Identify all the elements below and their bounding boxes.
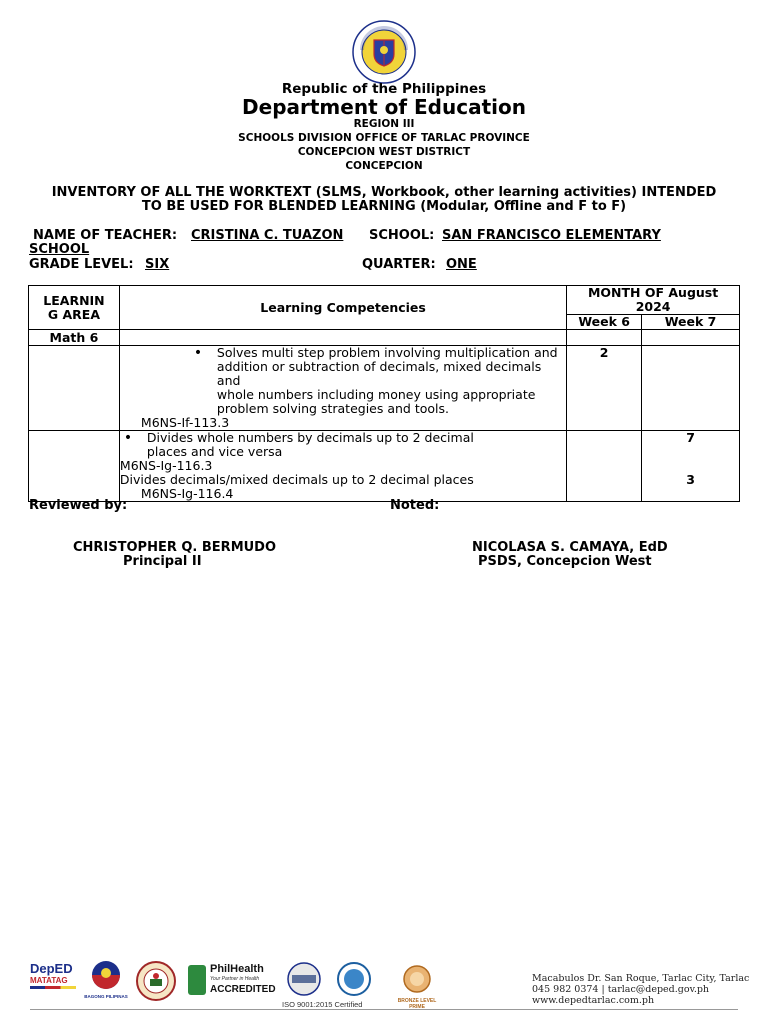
competency-code: M6NS-If-113.3 — [140, 415, 230, 430]
iso-certification-logos — [282, 962, 378, 1008]
quarter-label: QUARTER: — [362, 257, 436, 272]
quarter-value: ONE — [446, 257, 477, 272]
bronze-level-prime-logo — [394, 964, 440, 1008]
competency-text: problem solving strategies and tools. — [216, 401, 449, 416]
grade-label: GRADE LEVEL: — [29, 257, 134, 272]
deped-matatag-logo — [30, 962, 76, 996]
bagong-pilipinas-text: BAGONG PILIPINAS — [84, 994, 128, 999]
school-value: SAN FRANCISCO ELEMENTARY — [442, 228, 661, 243]
bronze-level-text: BRONZE LEVEL PRIME — [397, 998, 437, 1010]
competency-text: • Solves multi step problem involving multiplication and — [216, 345, 558, 360]
header-learning-area-line2: G AREA — [47, 306, 101, 322]
flag-stripe — [30, 986, 76, 989]
reviewer-name: CHRISTOPHER Q. BERMUDO — [73, 540, 277, 555]
spacer — [642, 445, 695, 473]
region-line: REGION III — [353, 118, 415, 130]
republic-line: Republic of the Philippines — [281, 81, 487, 97]
table-header-row — [29, 286, 740, 315]
empty-cell — [567, 431, 642, 502]
competency-text: whole numbers including money using appropriate — [216, 387, 536, 402]
noter-name: NICOLASA S. CAMAYA, EdD — [472, 540, 668, 555]
teacher-label: NAME OF TEACHER: — [33, 228, 178, 243]
week-7-values — [642, 431, 740, 502]
competency-code: M6NS-Ig-116.4 — [140, 486, 234, 501]
empty-cell — [567, 330, 642, 346]
noter-title: PSDS, Concepcion West — [478, 554, 652, 569]
document-title — [0, 186, 768, 214]
table-row-area — [29, 330, 740, 346]
noted-label: Noted: — [390, 498, 440, 513]
empty-cell — [29, 431, 120, 502]
competency-list — [120, 431, 566, 459]
week-7-value — [642, 346, 740, 431]
header-week-6: Week 6 — [567, 315, 642, 330]
teacher-value: CRISTINA C. TUAZON — [191, 228, 344, 243]
footer-website: www.depedtarlac.com.ph — [532, 995, 655, 1006]
inventory-table — [28, 285, 740, 502]
deped-seal-logo — [348, 20, 420, 84]
week-7-value: 3 — [686, 472, 695, 487]
competency-text: • Divides whole numbers by decimals up to 2 decimal — [146, 430, 474, 445]
division-seal-icon — [134, 961, 178, 1001]
bagong-pilipinas-logo — [83, 960, 129, 1000]
table-row — [29, 431, 740, 502]
department-title: Department of Education — [242, 95, 526, 119]
iso-certification-icons — [282, 962, 378, 996]
header-competencies: Learning Competencies — [119, 286, 566, 330]
philhealth-accredited-logo — [188, 963, 276, 997]
iso-certified-text: ISO 9001:2015 Certified — [282, 1000, 363, 1009]
matatag-logo-text: MATATAG — [30, 976, 68, 985]
header-month-line2: 2024 — [635, 299, 671, 314]
header-learning-area-line1: LEARNIN — [43, 292, 105, 308]
empty-cell — [119, 330, 566, 346]
header-learning-area — [29, 286, 120, 330]
header-week-7: Week 7 — [642, 315, 740, 330]
empty-cell — [29, 346, 120, 431]
footer-address: Macabulos Dr. San Roque, Tarlac City, Tarlac — [532, 973, 750, 984]
philhealth-icon — [188, 965, 206, 995]
competency-list — [190, 346, 566, 416]
footer-divider — [30, 1009, 738, 1010]
competency-code: M6NS-Ig-116.3 — [119, 458, 213, 473]
header-month-line1: MONTH OF August — [587, 285, 719, 300]
school-value-cont: SCHOOL — [29, 242, 90, 257]
bronze-medal-icon — [402, 964, 432, 994]
learning-area-cell: Math 6 — [29, 330, 120, 346]
document-title-line2: TO BE USED FOR BLENDED LEARNING (Modular, Offline and F to F) — [141, 199, 627, 214]
list-item — [190, 346, 566, 416]
competency-text: Divides decimals/mixed decimals up to 2 decimal places — [119, 472, 474, 487]
town-line: CONCEPCION — [345, 160, 423, 172]
reviewer-title: Principal II — [123, 554, 202, 569]
competency-cell — [119, 346, 566, 431]
school-label: SCHOOL: — [369, 228, 435, 243]
deped-logo-text: DepED — [30, 961, 73, 976]
header-month — [567, 286, 740, 315]
competency-text: addition or subtraction of decimals, mixed decimals and — [216, 359, 542, 388]
philhealth-tagline: Your Partner in Health — [210, 976, 260, 982]
accredited-text: ACCREDITED — [210, 984, 276, 995]
footer-address-block — [532, 973, 749, 1006]
competency-text: places and vice versa — [146, 444, 283, 459]
table-row — [29, 346, 740, 431]
week-7-value: 7 — [686, 430, 695, 445]
grade-value: SIX — [145, 257, 170, 272]
division-line: SCHOOLS DIVISION OFFICE OF TARLAC PROVINCE — [238, 132, 530, 144]
bagong-pilipinas-icon — [86, 960, 126, 990]
philhealth-text: PhilHealth — [210, 963, 264, 975]
reviewed-label: Reviewed by: — [29, 498, 128, 513]
competency-cell — [119, 431, 566, 502]
list-item — [120, 431, 566, 459]
district-line: CONCEPCION WEST DISTRICT — [297, 146, 471, 158]
document-title-line1: INVENTORY OF ALL THE WORKTEXT (SLMS, Workbook, other learning activities) INTENDED — [51, 185, 717, 200]
footer-contact: 045 982 0374 | tarlac@deped.gov.ph — [532, 984, 710, 995]
empty-cell — [642, 330, 740, 346]
week-6-value: 2 — [567, 346, 642, 431]
